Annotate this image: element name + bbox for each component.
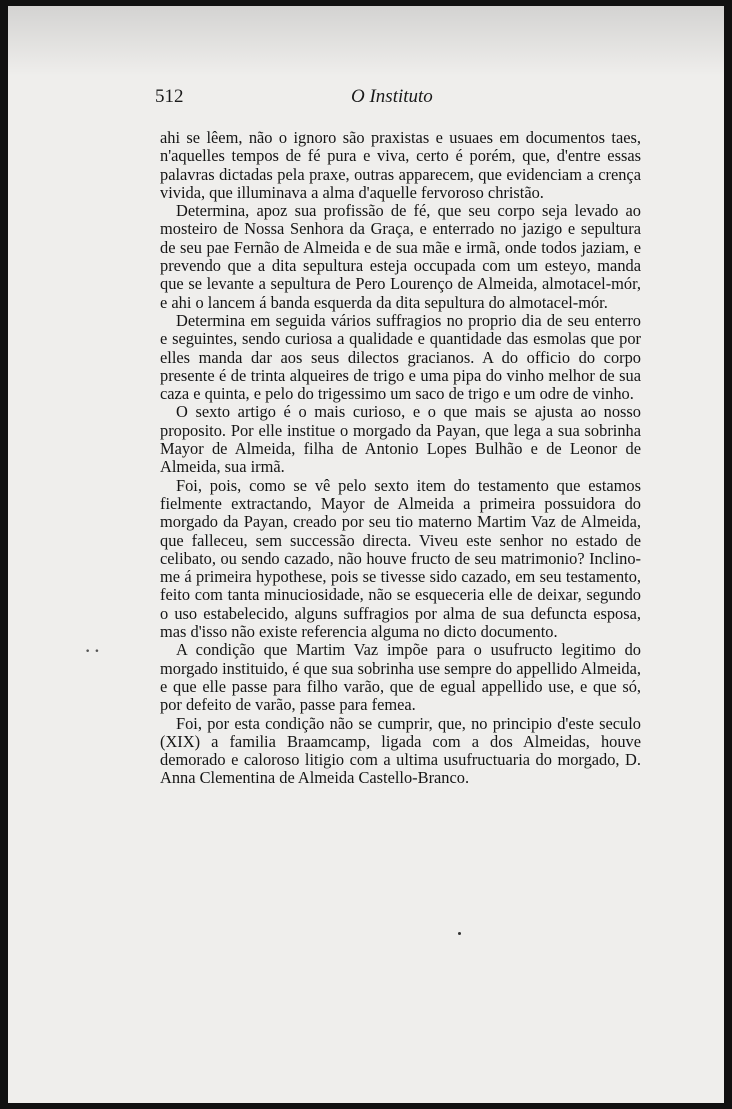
running-title: O Instituto bbox=[351, 86, 433, 107]
body-text bbox=[160, 129, 641, 788]
page-header bbox=[155, 86, 455, 110]
paragraph: Determina em seguida vários suffragios no proprio dia de seu enterro e seguintes, sendo curiosa a qualidade e quantidade das esmolas que por elles manda dar aos seus dilectos gracianos. A do officio do corpo presente é de trinta alqueires de trigo e uma pipa do vinho melhor de sua caza e quinta, e pelo do trigessimo um saco de trigo e um odre de vinho. bbox=[160, 310, 641, 404]
paragraph: Foi, pois, como se vê pelo sexto item do testamento que estamos fielmente extractando, Mayor de Almeida a primeira possuidora do morgado da Payan, creado por seu tio materno Martim Vaz de Almeida, que falleceu, sem successão directa. Viveu este senhor no estado de celibato, ou sendo cazado, não houve fructo de seu matrimonio? Inclino-me á primeira hypothese, pois se tivesse sido cazado, em seu testamento, feito com tanta minuciosidade, não se esqueceria elle de deixar, segundo o uso estabelecido, alguns suffragios por alma de sua defuncta esposa, mas d'isso não existe referencia alguma no dicto documento. bbox=[160, 475, 641, 642]
stray-dot bbox=[458, 932, 461, 935]
paragraph: Foi, por esta condição não se cumprir, que, no principio d'este seculo (XIX) a familia Braamcamp, ligada com a dos Almeidas, houve demorado e caloroso litigio com a ultima usufructuaria do morgado, D. Anna Clementina de Almeida Castello-Branco. bbox=[160, 713, 641, 788]
paragraph: O sexto artigo é o mais curioso, e o que mais se ajusta ao nosso proposito. Por elle institue o morgado da Payan, que lega a sua sobrinha Mayor de Almeida, filha de Antonio Lopes Bulhão e de Leonor de Almeida, sua irmã. bbox=[160, 402, 641, 477]
paragraph: Determina, apoz sua profissão de fé, que seu corpo seja levado ao mosteiro de Nossa Senhora da Graça, e enterrado no jazigo e sepultura de seu pae Fernão de Almeida e de sua mãe e irmã, onde todos jaziam, e prevendo que a dita sepultura esteja occupada com um esteyo, manda que se levante a sepultura de Pero Lourenço de Almeida, almotacel-mór, e ahi o lancem á banda esquerda da dita sepultura do almotacel-mór. bbox=[160, 201, 641, 312]
book-page bbox=[8, 6, 724, 1103]
paragraph: ahi se lêem, não o ignoro são praxistas e usuaes em documentos taes, n'aquelles tempos de fé pura e viva, certo é porém, que, d'entre essas palavras dictadas pela praxe, outras apparecem, que evidenciam a crença vivida, que illuminava a alma d'aquelle fervoroso christão. bbox=[160, 128, 641, 202]
margin-ornament: •• bbox=[85, 647, 104, 657]
page-number: 512 bbox=[155, 86, 184, 107]
scan-shadow bbox=[8, 6, 724, 76]
paragraph: A condição que Martim Vaz impõe para o usufructo legitimo do morgado instituido, é que sua sobrinha use sempre do appellido Almeida, e que elle passe para filho varão, que de egual appellido use, e que só, por defeito de varão, passe para femea. bbox=[160, 640, 641, 715]
